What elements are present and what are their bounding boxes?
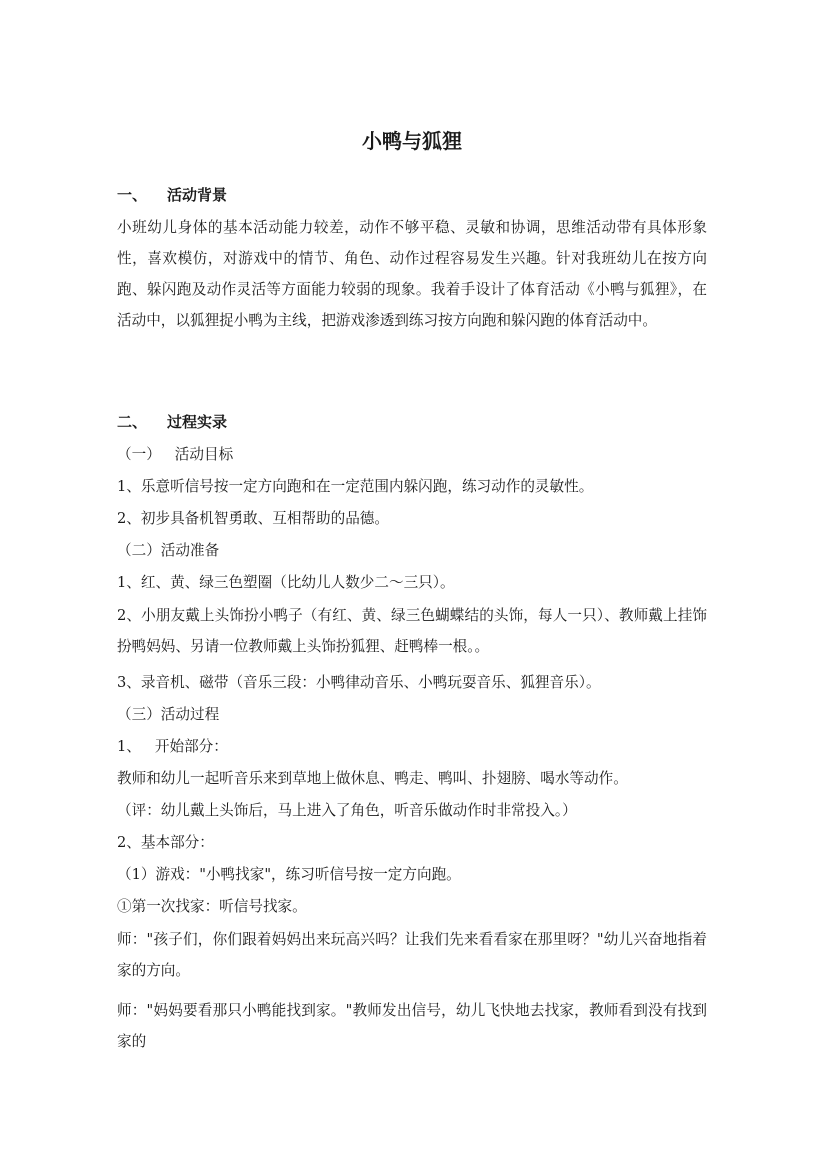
background-paragraph: 小班幼儿身体的基本活动能力较差，动作不够平稳、灵敏和协调，思维活动带有具体形象性，喜欢模仿，对游戏中的情节、角色、动作过程容易发生兴趣。针对我班幼儿在按方向跑、躲闪跑及动作灵活等方面能力较弱的现象。我着手设计了体育活动《小鸭与狐狸》，在活动中，以狐狸捉小鸭为主线，把游戏渗透到练习按方向跑和躲闪跑的体育活动中。 xyxy=(117,219,707,329)
start-part-comment: （评：幼儿戴上头饰后，马上进入了角色，听音乐做动作时非常投入。） xyxy=(117,802,577,819)
section-heading-process xyxy=(117,410,227,434)
document-title: 小鸭与狐狸 xyxy=(362,129,462,153)
game-round: ①第一次找家：听信号找家。 xyxy=(117,898,307,915)
basic-part-heading: 2、基本部分： xyxy=(117,834,214,851)
section-number: 二、 xyxy=(117,413,148,431)
goal-item: 2、初步具备机智勇敢、互相帮助的品德。 xyxy=(117,510,389,527)
start-part-heading xyxy=(117,735,228,759)
game-title: （1）游戏："小鸭找家"，练习听信号按一定方向跑。 xyxy=(117,866,461,883)
preparation-item: 1、红、黄、绿三色塑圈（比幼儿人数少二～三只）。 xyxy=(117,574,455,591)
section-heading-background xyxy=(117,183,227,207)
dialog-paragraph: 师："孩子们，你们跟着妈妈出来玩高兴吗？让我们先来看看家在那里呀？"幼儿兴奋地指着家的方向。 xyxy=(117,931,707,979)
start-part-text: 教师和幼儿一起听音乐来到草地上做休息、鸭走、鸭叫、扑翅膀、喝水等动作。 xyxy=(117,770,628,787)
preparation-item: 3、录音机、磁带（音乐三段：小鸭律动音乐、小鸭玩耍音乐、狐狸音乐）。 xyxy=(117,674,601,691)
subsection-process-heading: （三）活动过程 xyxy=(117,706,220,723)
subsection-label: （一） xyxy=(117,446,161,463)
section-title: 活动背景 xyxy=(167,186,228,204)
goal-item: 1、乐意听信号按一定方向跑和在一定范围内躲闪跑，练习动作的灵敏性。 xyxy=(117,478,594,495)
start-part-number: 1、 xyxy=(117,738,141,755)
subsection-title: 活动目标 xyxy=(174,446,234,463)
subsection-goals-heading xyxy=(117,443,233,467)
preparation-item: 2、小朋友戴上头饰扮小鸭子（有红、黄、绿三色蝴蝶结的头饰，每人一只）、教师戴上挂饰扮鸭妈妈、另请一位教师戴上头饰扮狐狸、赶鸭棒一根。。 xyxy=(117,607,707,655)
start-part-title: 开始部分： xyxy=(154,738,228,755)
section-number: 一、 xyxy=(117,186,148,204)
dialog-paragraph: 师："妈妈要看那只小鸭能找到家。"教师发出信号，幼儿飞快地去找家，教师看到没有找到家的 xyxy=(117,1002,707,1050)
subsection-preparation-heading: （二）活动准备 xyxy=(117,542,220,559)
section-title: 过程实录 xyxy=(167,413,228,431)
